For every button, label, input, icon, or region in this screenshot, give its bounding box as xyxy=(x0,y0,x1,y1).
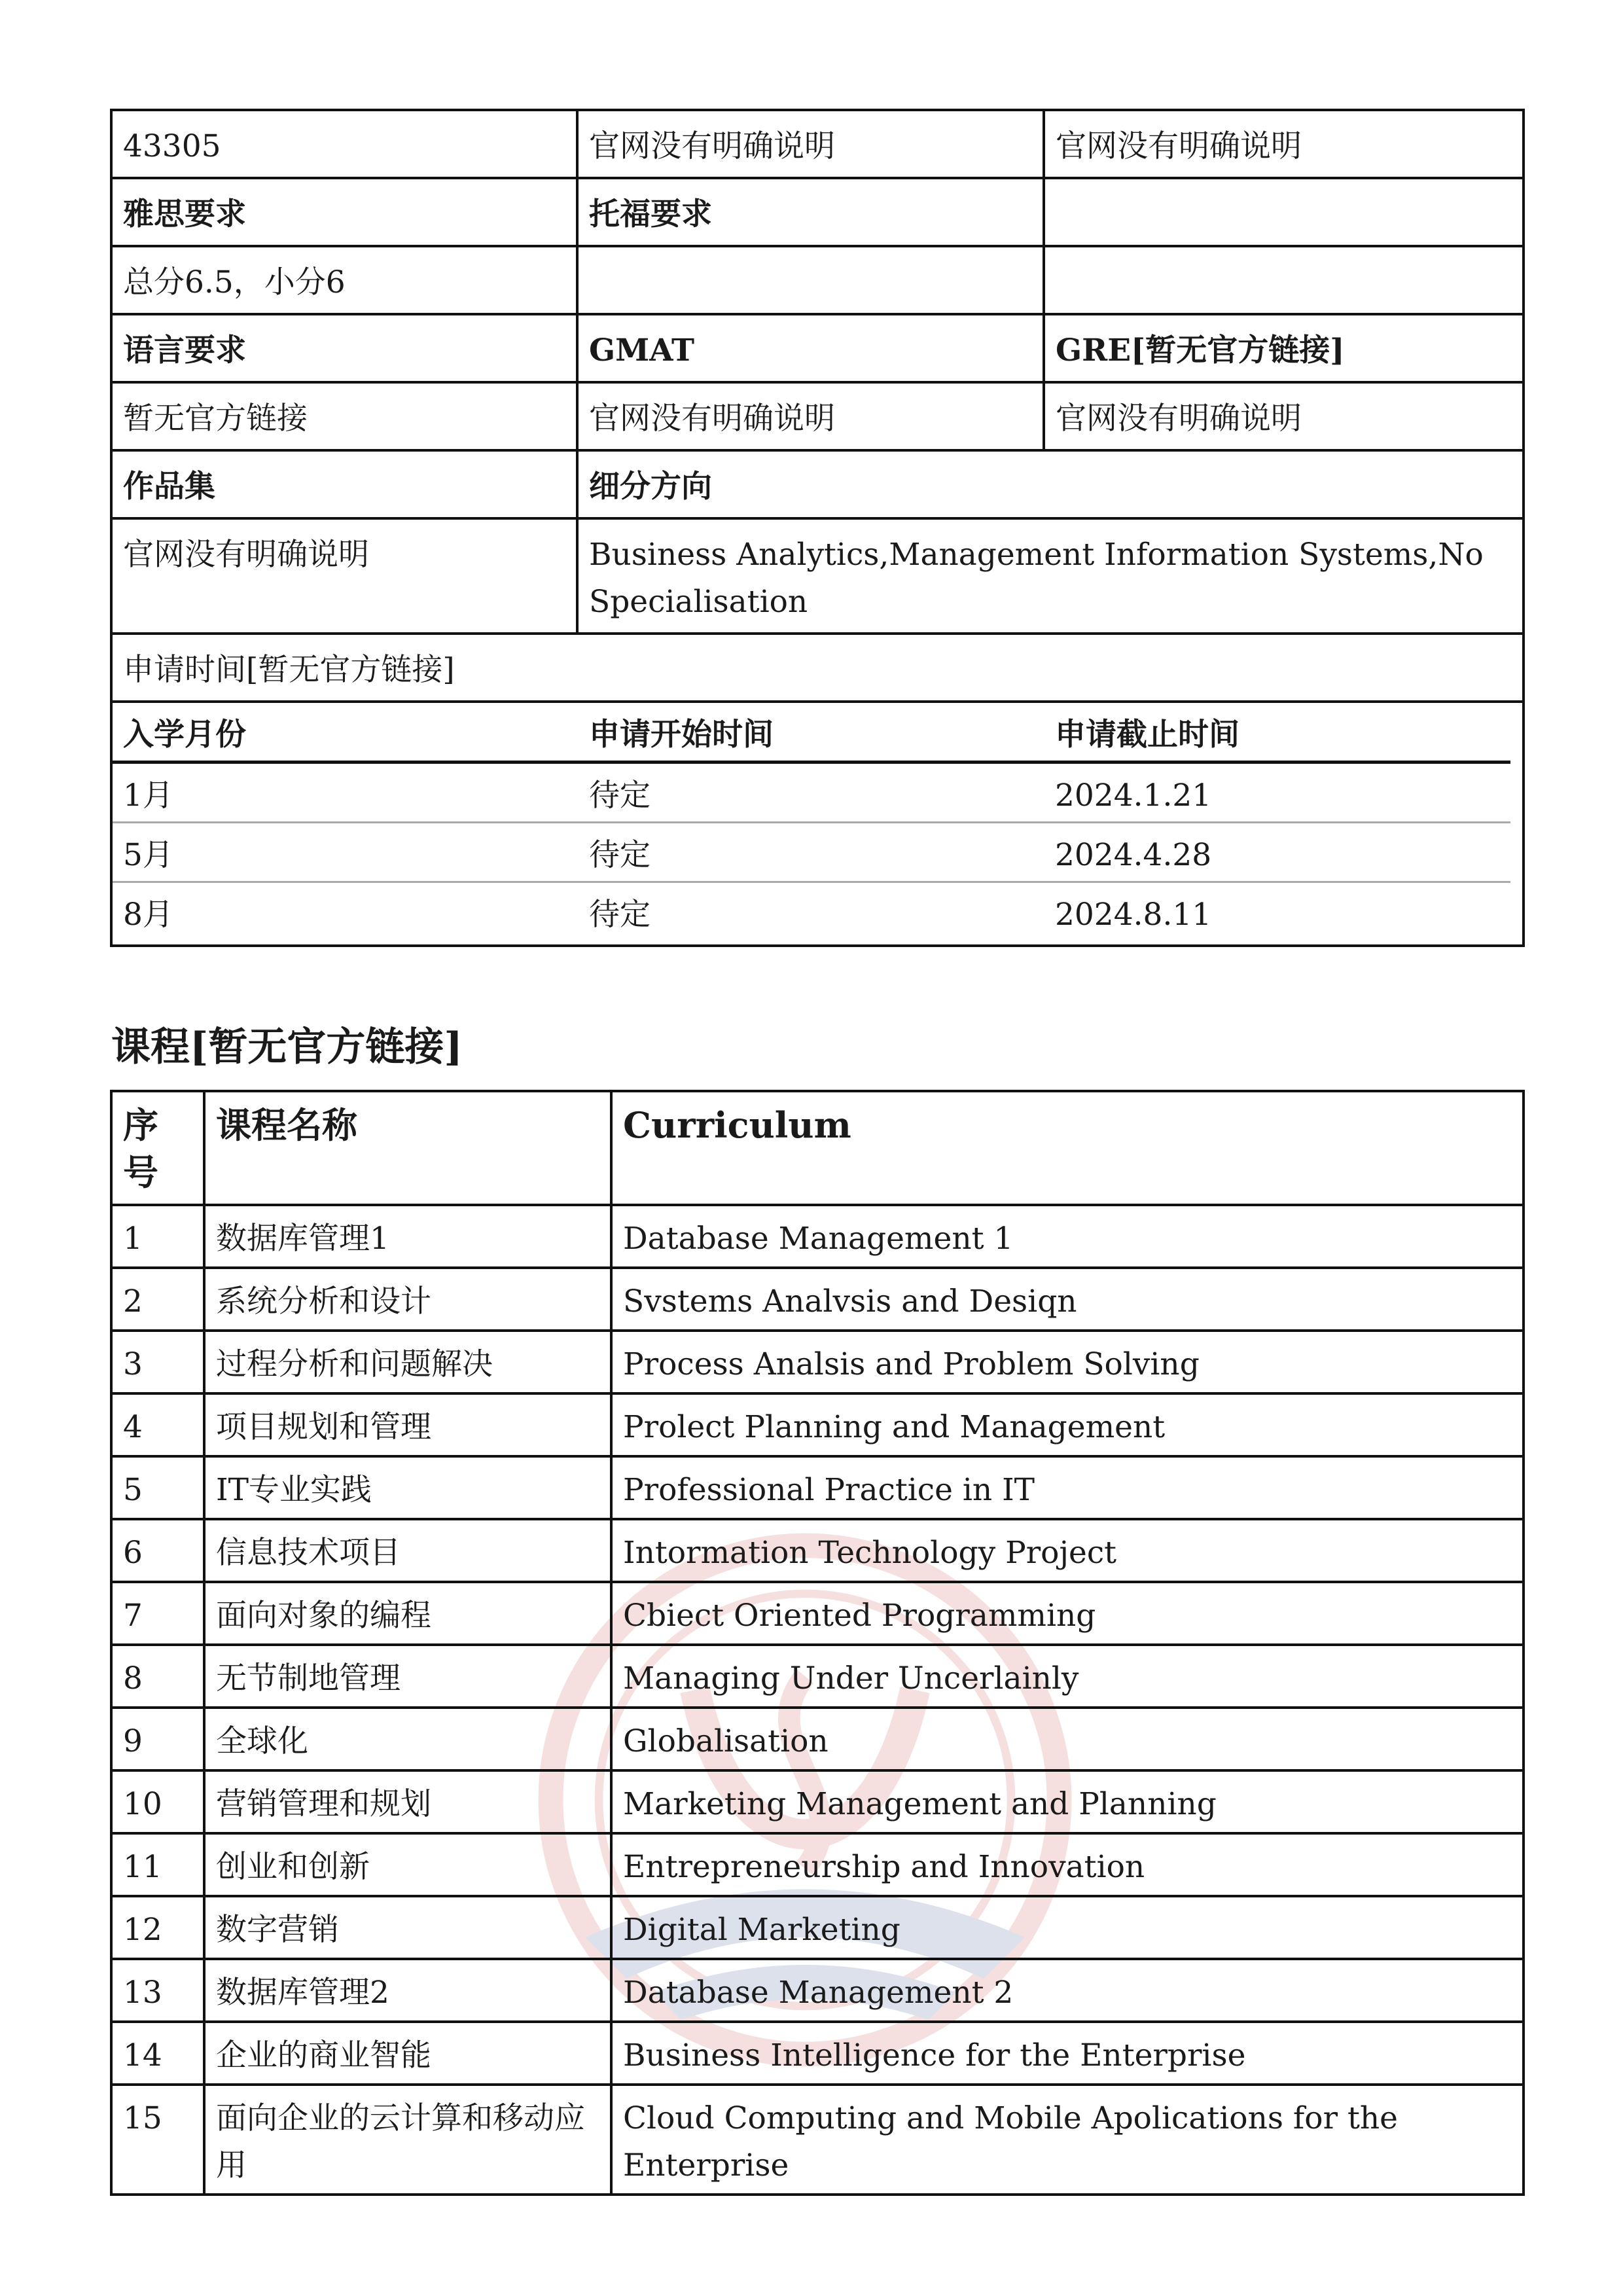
course-row xyxy=(111,1645,1524,1708)
course-index: 6 xyxy=(111,1519,204,1582)
course-index: 4 xyxy=(111,1393,204,1456)
course-row xyxy=(111,1456,1524,1519)
course-index: 2 xyxy=(111,1268,204,1331)
intake-deadline: 2024.1.21 xyxy=(1044,762,1510,823)
info-cell: 官网没有明确说明 xyxy=(577,110,1044,178)
empty-cell xyxy=(1044,246,1524,314)
course-name: 企业的商业智能 xyxy=(204,2022,611,2085)
course-row xyxy=(111,1393,1524,1456)
info-row-5 xyxy=(111,382,1524,450)
course-index: 8 xyxy=(111,1645,204,1708)
course-curriculum: Marketing Management and Planning xyxy=(611,1770,1524,1833)
course-name: 面向企业的云计算和移动应用 xyxy=(204,2085,611,2195)
course-name: 创业和创新 xyxy=(204,1833,611,1896)
info-row-1 xyxy=(111,110,1524,178)
intake-row xyxy=(113,762,1510,823)
intake-table xyxy=(113,703,1510,944)
course-curriculum: Globalisation xyxy=(611,1708,1524,1770)
intake-start-header: 申请开始时间 xyxy=(579,703,1044,762)
course-header-row xyxy=(111,1091,1524,1205)
course-row xyxy=(111,1205,1524,1268)
info-row-8 xyxy=(111,634,1524,702)
empty-cell xyxy=(1044,178,1524,246)
course-curriculum: Intormation Technology Project xyxy=(611,1519,1524,1582)
course-index: 5 xyxy=(111,1456,204,1519)
specialisation-value: Business Analytics,Management Information Systems,No Specialisation xyxy=(577,518,1524,634)
course-curriculum: Professional Practice in IT xyxy=(611,1456,1524,1519)
course-curriculum: Cbiect Oriented Programming xyxy=(611,1582,1524,1645)
course-name: 项目规划和管理 xyxy=(204,1393,611,1456)
intake-cell xyxy=(111,702,1524,946)
course-name: 过程分析和问题解决 xyxy=(204,1331,611,1393)
intake-month: 8月 xyxy=(123,897,173,933)
course-index: 13 xyxy=(111,1959,204,2022)
course-row xyxy=(111,1268,1524,1331)
info-cell: 43305 xyxy=(111,110,577,178)
ielts-header: 雅思要求 xyxy=(111,178,577,246)
info-row-7 xyxy=(111,518,1524,634)
toefl-value xyxy=(577,246,1044,314)
course-index: 1 xyxy=(111,1205,204,1268)
gre-value: 官网没有明确说明 xyxy=(1044,382,1524,450)
language-value: 暂无官方链接 xyxy=(111,382,577,450)
course-table xyxy=(110,1090,1525,2196)
course-name: IT专业实践 xyxy=(204,1456,611,1519)
gmat-value: 官网没有明确说明 xyxy=(577,382,1044,450)
course-name-header: 课程名称 xyxy=(204,1091,611,1205)
course-curriculum: Entrepreneurship and Innovation xyxy=(611,1833,1524,1896)
portfolio-value: 官网没有明确说明 xyxy=(111,518,577,634)
course-row xyxy=(111,1519,1524,1582)
application-time-label: 申请时间[暂无官方链接] xyxy=(111,634,1524,702)
course-name: 营销管理和规划 xyxy=(204,1770,611,1833)
course-name: 无节制地管理 xyxy=(204,1645,611,1708)
course-index: 15 xyxy=(111,2085,204,2195)
intake-row xyxy=(113,882,1510,945)
course-index-header: 序号 xyxy=(111,1091,204,1205)
info-row-9 xyxy=(111,702,1524,946)
course-curriculum: Cloud Computing and Mobile Apolications for the Enterprise xyxy=(611,2085,1524,2195)
course-row xyxy=(111,1959,1524,2022)
course-row xyxy=(111,1708,1524,1770)
course-index: 9 xyxy=(111,1708,204,1770)
intake-month-header: 入学月份 xyxy=(113,703,579,762)
intake-start: 待定 xyxy=(579,823,1044,882)
course-curriculum: Business Intelligence for the Enterprise xyxy=(611,2022,1524,2085)
course-row xyxy=(111,1770,1524,1833)
course-index: 12 xyxy=(111,1896,204,1959)
course-index: 7 xyxy=(111,1582,204,1645)
intake-deadline: 2024.4.28 xyxy=(1044,823,1510,882)
course-row xyxy=(111,1896,1524,1959)
info-row-3 xyxy=(111,246,1524,314)
course-curriculum: Process Analsis and Problem Solving xyxy=(611,1331,1524,1393)
intake-start: 待定 xyxy=(579,762,1044,823)
course-row xyxy=(111,2022,1524,2085)
info-cell: 官网没有明确说明 xyxy=(1044,110,1524,178)
toefl-header: 托福要求 xyxy=(577,178,1044,246)
course-name: 数据库管理2 xyxy=(204,1959,611,2022)
specialisation-header: 细分方向 xyxy=(577,450,1524,518)
course-row xyxy=(111,1331,1524,1393)
intake-header-row xyxy=(113,703,1510,762)
gmat-header: GMAT xyxy=(577,314,1044,382)
intake-month: 5月 xyxy=(113,823,579,882)
course-index: 3 xyxy=(111,1331,204,1393)
course-curriculum: Managing Under Uncerlainly xyxy=(611,1645,1524,1708)
intake-row xyxy=(113,823,1510,882)
course-row xyxy=(111,1582,1524,1645)
course-index: 11 xyxy=(111,1833,204,1896)
course-curriculum: Database Management 2 xyxy=(611,1959,1524,2022)
intake-deadline-header: 申请截止时间 xyxy=(1044,703,1510,762)
course-name: 面向对象的编程 xyxy=(204,1582,611,1645)
course-curriculum: Svstems Analvsis and Desiqn xyxy=(611,1268,1524,1331)
program-info-table xyxy=(110,109,1525,947)
intake-deadline: 2024.8.11 xyxy=(1055,897,1212,933)
course-curriculum-header: Curriculum xyxy=(611,1091,1524,1205)
course-name: 全球化 xyxy=(204,1708,611,1770)
info-row-6 xyxy=(111,450,1524,518)
course-name: 系统分析和设计 xyxy=(204,1268,611,1331)
course-curriculum: Database Management 1 xyxy=(611,1205,1524,1268)
portfolio-header: 作品集 xyxy=(111,450,577,518)
course-table-body xyxy=(111,1205,1524,2195)
intake-month: 1月 xyxy=(113,762,579,823)
intake-start: 待定 xyxy=(589,897,651,933)
course-row xyxy=(111,1833,1524,1896)
ielts-value: 总分6.5，小分6 xyxy=(111,246,577,314)
course-name: 信息技术项目 xyxy=(204,1519,611,1582)
course-name: 数字营销 xyxy=(204,1896,611,1959)
course-section-heading: 课程[暂无官方链接] xyxy=(111,1024,463,1070)
course-row xyxy=(111,2085,1524,2195)
course-curriculum: Digital Marketing xyxy=(611,1896,1524,1959)
course-index: 10 xyxy=(111,1770,204,1833)
course-index: 14 xyxy=(111,2022,204,2085)
course-curriculum: Prolect Planning and Management xyxy=(611,1393,1524,1456)
info-row-2 xyxy=(111,178,1524,246)
info-row-4 xyxy=(111,314,1524,382)
gre-header: GRE[暂无官方链接] xyxy=(1044,314,1524,382)
language-header: 语言要求 xyxy=(111,314,577,382)
course-name: 数据库管理1 xyxy=(204,1205,611,1268)
